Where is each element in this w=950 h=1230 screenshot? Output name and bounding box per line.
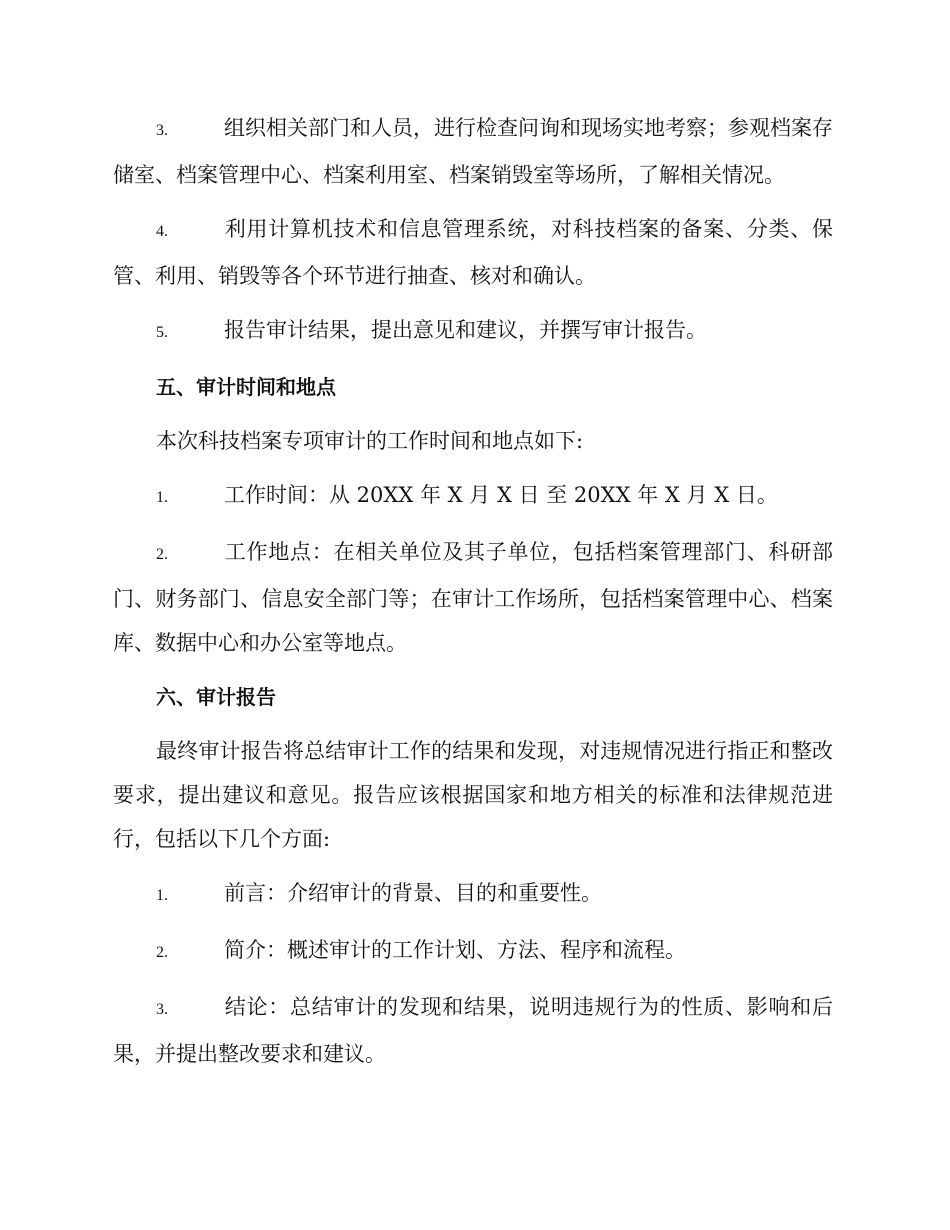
- list-item: [113, 106, 833, 197]
- list-text: 工作地点：在相关单位及其子单位，包括档案管理部门、科研部门、财务部门、信息安全部门等；在审计工作场所，包括档案管理中心、档案库、数据中心和办公室等地点。: [113, 540, 833, 655]
- section-heading: 五、审计时间和地点: [156, 375, 336, 399]
- list-number: 2.: [156, 546, 168, 563]
- list-number: 1.: [156, 489, 168, 506]
- list-item: [113, 473, 833, 520]
- list-number: 1.: [156, 887, 168, 904]
- list-number: 3.: [156, 1001, 168, 1018]
- list-text: 组织相关部门和人员，进行检查问询和现场实地考察；参观档案存储室、档案管理中心、档案利用室、档案销毁室等场所，了解相关情况。: [113, 116, 833, 187]
- list-number: 5.: [156, 324, 168, 341]
- list-number: 3.: [156, 122, 168, 139]
- list-number: 2.: [156, 944, 168, 961]
- list-item: [113, 985, 833, 1076]
- list-item: [113, 530, 833, 665]
- list-item: [113, 207, 833, 298]
- section-intro: 最终审计报告将总结审计工作的结果和发现，对违规情况进行指正和整改要求，提出建议和意见。报告应该根据国家和地方相关的标准和法律规范进行，包括以下几个方面:: [113, 739, 833, 851]
- section-intro: 本次科技档案专项审计的工作时间和地点如下:: [156, 429, 584, 453]
- list-text: 结论：总结审计的发现和结果，说明违规行为的性质、影响和后果，并提出整改要求和建议。: [113, 995, 833, 1066]
- list-text: 前言：介绍审计的背景、目的和重要性。: [224, 881, 602, 905]
- list-text: 利用计算机技术和信息管理系统，对科技档案的备案、分类、保管、利用、销毁等各个环节进行抽查、核对和确认。: [113, 217, 833, 288]
- list-item: [113, 308, 833, 355]
- list-text: 报告审计结果，提出意见和建议，并撰写审计报告。: [224, 318, 707, 342]
- list-text: 简介：概述审计的工作计划、方法、程序和流程。: [224, 938, 686, 962]
- list-text: 工作时间：从 20XX 年 X 月 X 日 至 20XX 年 X 月 X 日。: [224, 483, 778, 507]
- list-item: [113, 928, 833, 975]
- list-number: 4.: [156, 223, 168, 240]
- section-heading: 六、审计报告: [156, 685, 276, 709]
- document-page: [113, 106, 833, 1086]
- list-item: [113, 871, 833, 918]
